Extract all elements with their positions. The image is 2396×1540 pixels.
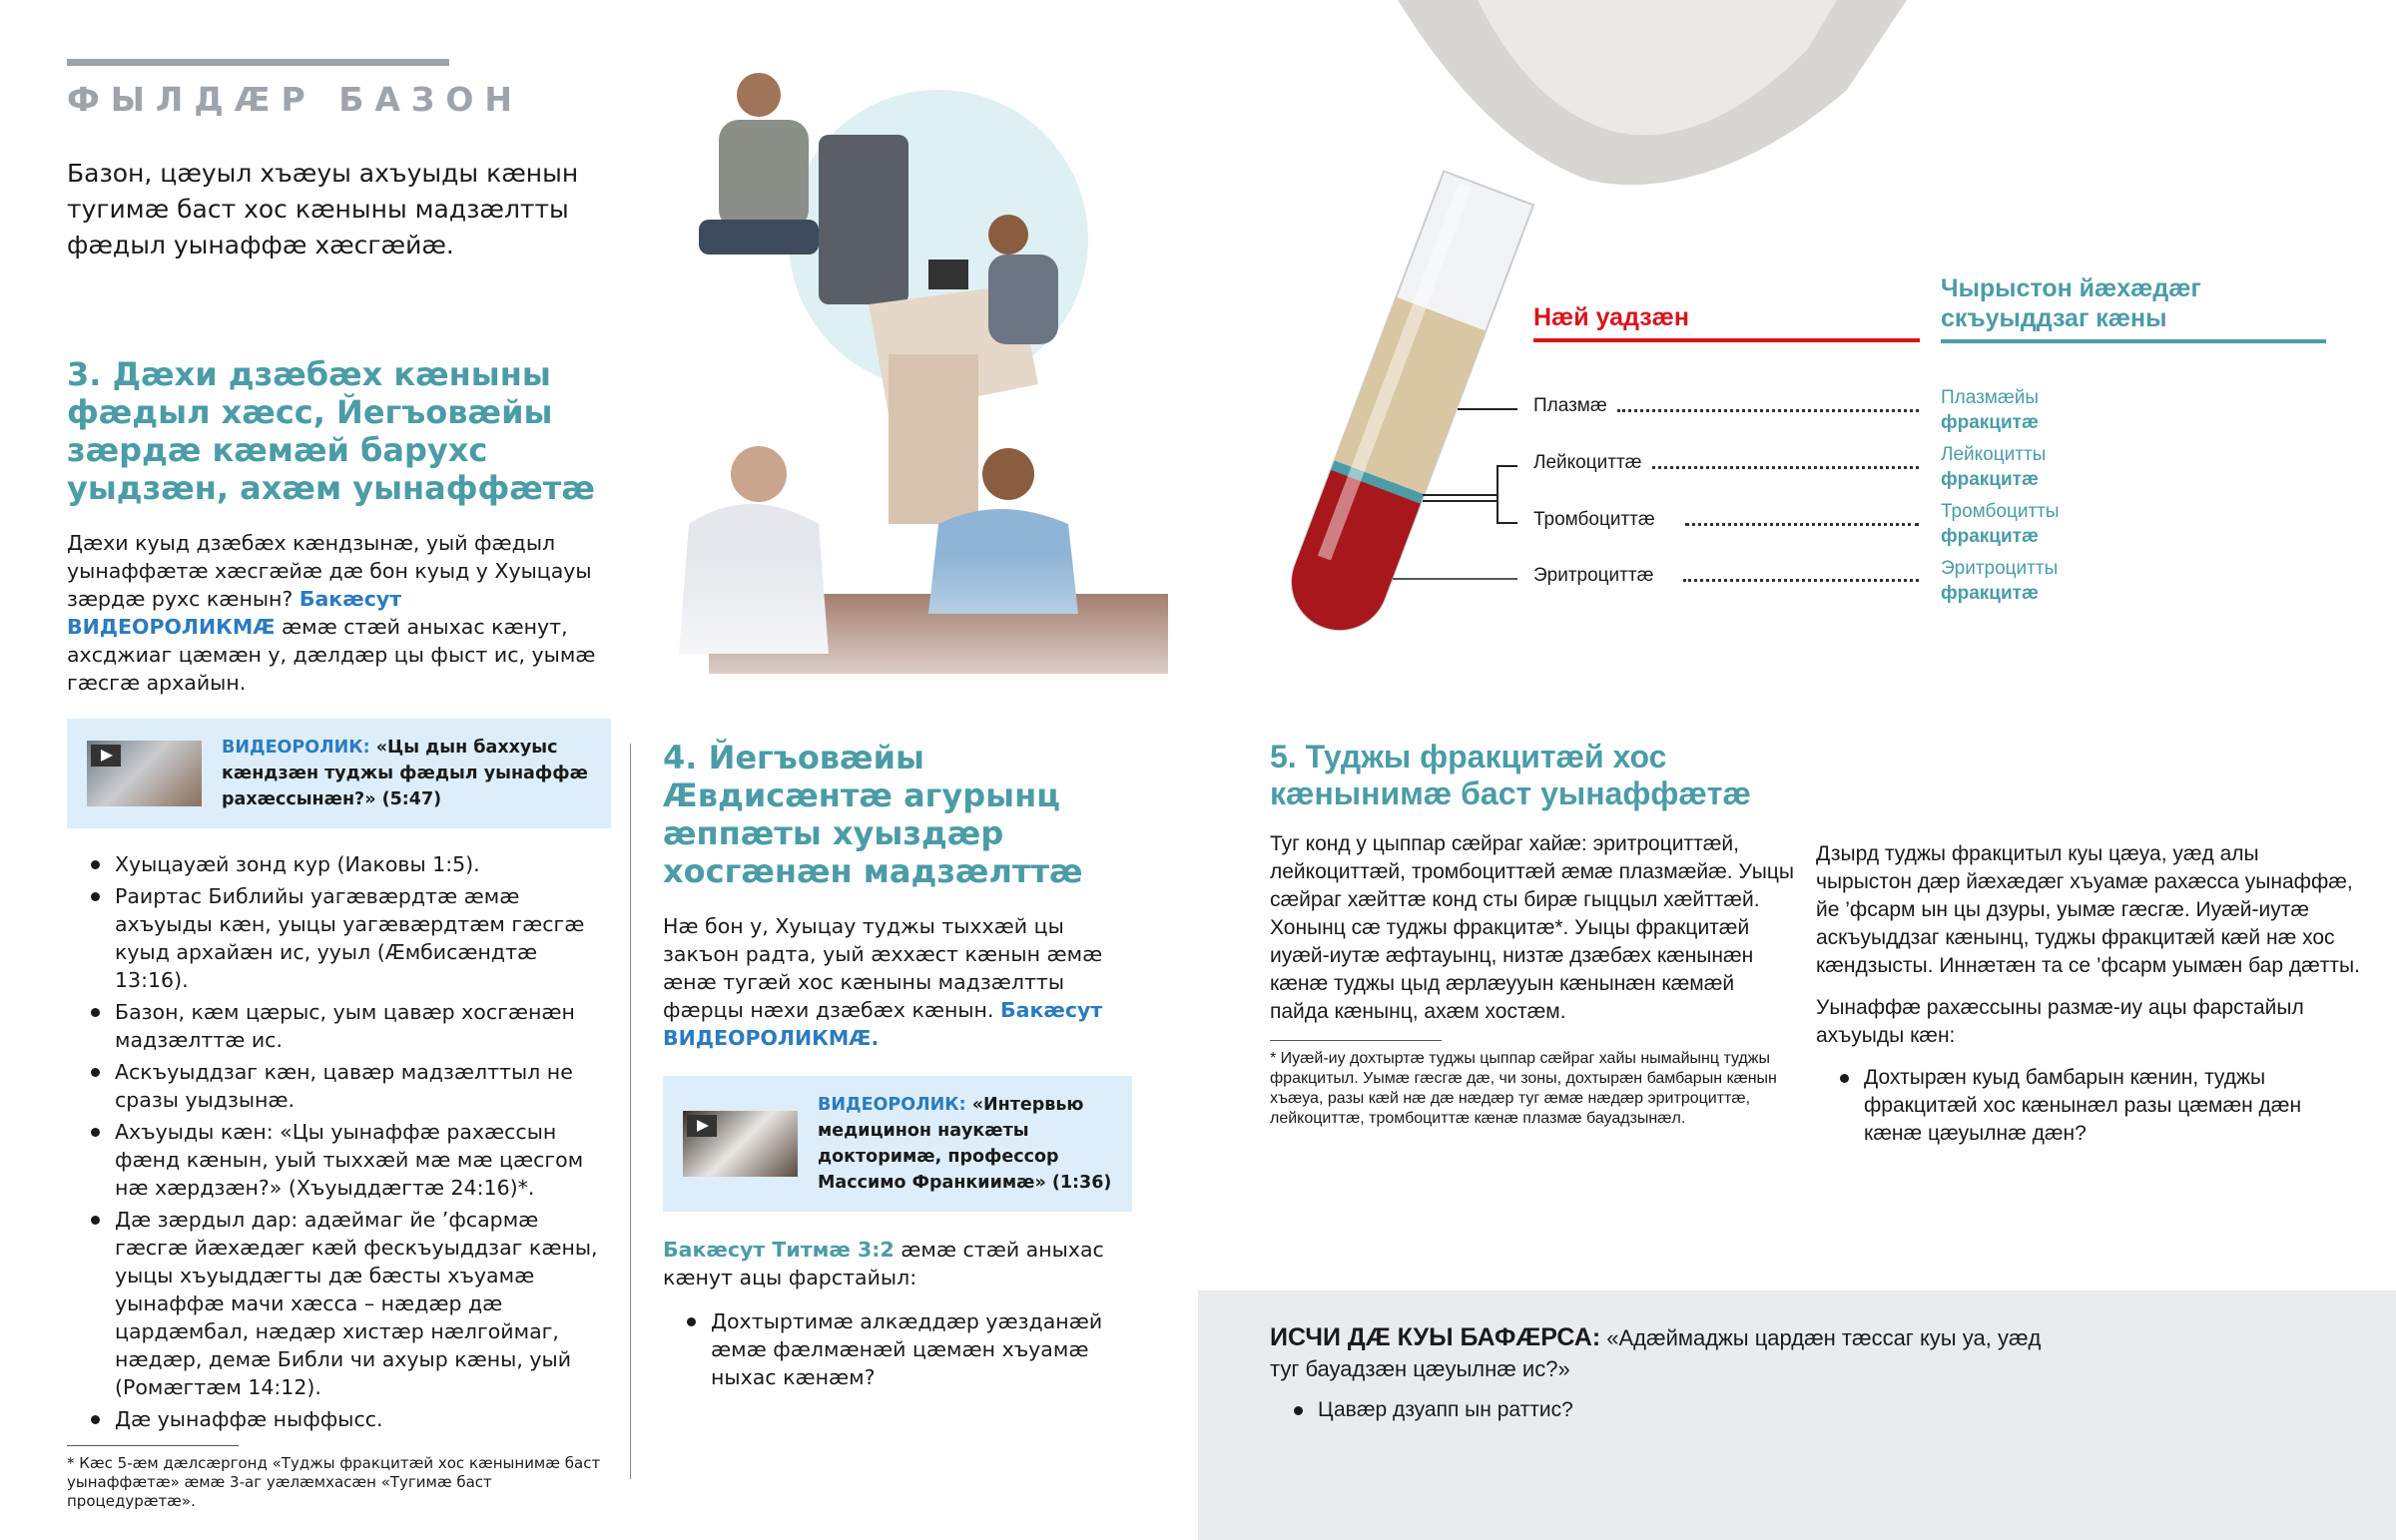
list-item: Дохтырæн куыд бамбарын кæнин, туджы фракцитæй хос кæнынæл разы цæмæн дæн кæнæ цæуылнæ дæн? <box>1816 1064 2360 1148</box>
section3-column <box>67 355 611 1511</box>
play-icon <box>91 745 121 767</box>
section4-scripture: Бакæсут Титмæ 3:2 æмæ стæй аныхас кæнут ацы фарстайыл: <box>663 1238 1104 1289</box>
section3-bullets <box>67 850 611 1437</box>
column-divider <box>630 744 631 1479</box>
section4-heading: 4. Йегъовæйы Æвдисæнтæ агурынц æппæты хуыздæр хосгæнæн мадзæлттæ <box>663 739 1083 890</box>
fraction-label: Эритроцитты фракцитæ <box>1941 558 2059 604</box>
section4-bullets <box>663 1307 1132 1395</box>
section5-body3: Уынаффæ рахæссыны размæ-иу ацы фарстайыл ахъуыды кæн: <box>1816 996 2304 1047</box>
video-card-1[interactable]: ВИДЕОРОЛИК: «Цы дын баххуыс кæндзæн туджы фæдыл уынаффæ рахæссынæн?» (5:47) <box>67 719 611 828</box>
section5-right-column <box>1816 840 2360 1152</box>
callout-content <box>1270 1322 2069 1428</box>
list-item: Дæ зæрдыл дар: адæймаг йе ’фсармæ гæсгæ йæхæдæг кæй фескъуыддзаг кæны, уыцы хъуыддæгты дæ бæсты хъуамæ уынаффæ мачи хæсса – нæдæр дæ цардæмбал, нæдæр хистæр нæлгоймаг, нæдæр, демæ Библи чи ахуыр кæны, уый (Ромæгтæм 14:12). <box>67 1206 611 1401</box>
video-link-2[interactable]: Бакæсут ВИДЕОРОЛИКМÆ. <box>663 998 1103 1050</box>
component-row: Плазмæ <box>1533 395 1919 417</box>
callout-box <box>1198 1290 2396 1540</box>
red-rule <box>1533 338 1920 342</box>
section5-body: Туг конд у цыппар сæйраг хайæ: эритроциттæй, лейкоциттæй, тромбоциттæй æмæ плазмæйæ. Уыцы сæйраг хæйттæ конд сты бирæ гыццыл хæйттæй. Хонынц сæ туджы фракцитæ*. Уыцы фракцитæй иуæй-иутæ æфтауынц, низтæ дзæбæх кæнынæн кæнæ туджы цыд æрлæууын кæнынæн кæмæй пайда кæнынц, ахæм хостæм. <box>1270 832 1794 1023</box>
section3-body: Дæхи куыд дзæбæх кæндзынæ, уый фæдыл уынаффæтæ хæсгæйæ дæ бон куыд у Хуыцауы зæрдæ рухс кæнын? Бакæсут ВИДЕОРОЛИКМÆ æмæ стæй аныхас кæнут, ахсджиаг цæмæн у, дæлдæр цы фыст ис, уымæ гæсгæ архайын. <box>67 531 596 695</box>
component-row: Лейкоциттæ <box>1533 452 1919 474</box>
scripture-link[interactable]: Бакæсут Титмæ 3:2 <box>663 1238 895 1262</box>
list-item: Цавæр дзуапп ын раттис? <box>1270 1396 2069 1424</box>
fraction-label: Плазмæйы фракцитæ <box>1941 387 2040 433</box>
component-row: Тромбоциттæ <box>1533 509 1919 531</box>
callout-text: ИСЧИ ДÆ КУЫ БАФÆРСА: «Адæймаджы цардæн тæссаг куы уа, уæд туг бауадзæн цæуылнæ ис?» <box>1270 1323 2042 1381</box>
video-card-2[interactable]: ВИДЕОРОЛИК: «Интервью медицинон наукæты докторимæ, профессор Массимо Франкиимæ» (1:36) <box>663 1076 1132 1212</box>
list-item: Базон, кæм цæрыс, уым цавæр хосгæнæн мадзæлттæ ис. <box>67 998 611 1054</box>
video-link[interactable]: Бакæсут ВИДЕОРОЛИКМÆ <box>67 587 402 639</box>
list-item: Ахъуыды кæн: «Цы уынаффæ рахæссын фæнд кæнын, уый тыххæй мæ мæ цæсгом нæ хæрдзæн?» (Хъуыддæгтæ 24:16)*. <box>67 1118 611 1202</box>
section5-heading: 5. Туджы фракцитæй хос кæнынимæ баст уынаффæтæ <box>1270 739 1751 811</box>
video-thumbnail[interactable] <box>87 741 202 806</box>
header-rule <box>67 59 449 66</box>
footnote-rule <box>1270 1040 1442 1041</box>
footnote-rule <box>67 1445 239 1446</box>
video-thumbnail[interactable] <box>683 1111 798 1177</box>
section3-footnote: * Кæс 5-æм дæлсæргонд «Туджы фракцитæй хос кæнынимæ баст уынаффæтæ» æмæ 3-аг уæлæмхасæн «Тугимæ баст процедурæтæ». <box>67 1454 601 1510</box>
section5-body2: Дзырд туджы фракцитыл куы цæуа, уæд алы чырыстон дæр йæхæдæг хъуамæ рахæсса уынаффæ, йе ’фсарм ын цы дзуры, уымæ гæсгæ. Иуæй-иутæ аскъуыддзаг кæнынц, туджы фракцитæй кæй нæ хос кæндзысты. Иннæтæн та се ’фсарм уымæн бар дæтты. <box>1816 842 2360 977</box>
section5-footnote: * Иуæй-иу дохтыртæ туджы цыппар сæйраг хайы нымайынц туджы фракцитыл. Уымæ гæсгæ дæ, чи зоны, дохтырæн бамбарын кæнын хъæуа, разы кæй нæ дæ нæдæр туг æмæ нæдæр эритроциттæ, лейкоциттæ, тромбоциттæ кæнæ плазмæ бауадзынæл. <box>1270 1050 1777 1127</box>
list-item: Дохтыртимæ алкæддæр уæзданæй æмæ фæлмæнæй цæмæн хъуамæ ныхас кæнæм? <box>663 1307 1132 1391</box>
list-item: Аскъуыддзаг кæн, цавæр мадзæлттыл не сразы уыдзынæ. <box>67 1058 611 1114</box>
fraction-label: Тромбоцитты фракцитæ <box>1941 501 2060 547</box>
section3-heading: 3. Дæхи дзæбæх кæныны фæдыл хæсс, Йегъовæйы зæрдæ кæмæй барухс уыдзæн, ахæм уынаффæтæ <box>67 355 595 507</box>
teal-rule <box>1941 339 2326 343</box>
list-item: Хуыцауæй зонд кур (Иаковы 1:5). <box>67 850 611 878</box>
test-tube <box>1278 171 1533 644</box>
diagram-right-heading: Чырыстон йæхæдæг скъуыддзаг кæны <box>1941 274 2201 332</box>
section4-column <box>663 739 1132 1395</box>
section4-body: Нæ бон у, Хуыцау туджы тыххæй цы закъон радта, уый æххæст кæнын æмæ æнæ тугæй хос кæныны мадзæлтты фæрцы нæхи дзæбæх кæнын. Бакæсут ВИДЕОРОЛИКМÆ. <box>663 914 1103 1050</box>
section5-bullets <box>1816 1064 2360 1152</box>
section-kicker: ФЫЛДÆР БАЗОН <box>67 80 524 119</box>
consultation-illustration <box>639 55 1168 724</box>
intro-text: Базон, цæуыл хъæуы ахъуыды кæнын тугимæ баст хос кæныны мадзæлтты фæдыл уынаффæ хæсгæйæ. <box>67 159 579 259</box>
callout-bullets <box>1270 1396 2069 1428</box>
list-item: Дæ уынаффæ ныффысс. <box>67 1405 611 1433</box>
fraction-label: Лейкоцитты фракцитæ <box>1941 444 2047 490</box>
component-row: Эритроциттæ <box>1533 565 1919 587</box>
list-item: Раиртас Библийы уагæвæрдтæ æмæ ахъуыды кæн, уыцы уагæвæрдтæм гæсгæ куыд архайæн ис, ууыл (Æмбисæндтæ 13:16). <box>67 882 611 994</box>
section5-column <box>1270 739 1794 1129</box>
play-icon <box>687 1115 717 1137</box>
diagram-left-heading: Нæй уадзæн <box>1533 303 1690 331</box>
